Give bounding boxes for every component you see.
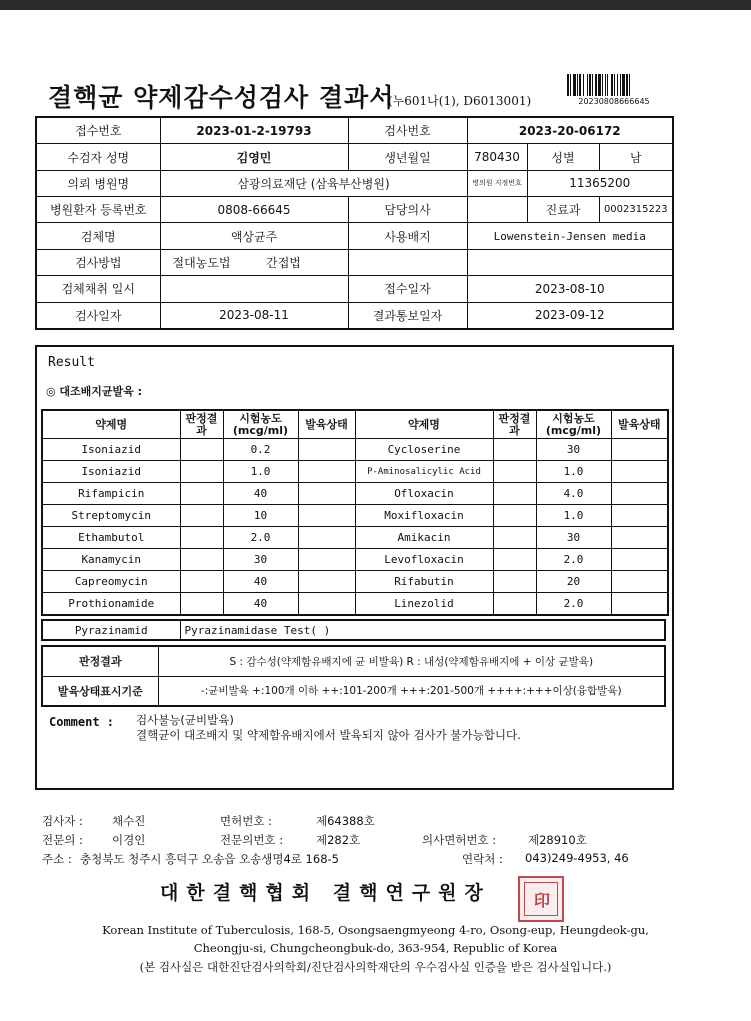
comment-line-2: 결핵균이 대조배지 및 약제함유배지에서 발육되지 않아 검사가 불가능합니다. <box>136 728 521 742</box>
drug-name: Moxifloxacin <box>355 505 493 527</box>
collect-date <box>160 276 348 302</box>
drug-judgment <box>493 593 536 616</box>
test-date: 2023-08-11 <box>160 302 348 329</box>
drug-growth <box>611 549 668 571</box>
drug-judgment <box>493 483 536 505</box>
method-value <box>160 249 348 275</box>
drug-conc: 30 <box>536 527 611 549</box>
collect-date-label: 검체채취 일시 <box>36 276 160 302</box>
growth-legend-text: -:균비발육 +:100개 이하 ++:101-200개 +++:201-500개 ++++:+++이상(융합발육) <box>158 676 665 706</box>
drug-conc: 0.2 <box>223 439 298 461</box>
drug-name: Kanamycin <box>42 549 180 571</box>
hospital-label: 의뢰 병원명 <box>36 170 160 196</box>
patient-reg-label: 병원환자 등록번호 <box>36 197 160 223</box>
table-row <box>42 483 668 505</box>
specimen-label: 검체명 <box>36 223 160 249</box>
header-growth: 발육상태 <box>298 410 355 439</box>
method-blank <box>348 249 467 275</box>
drug-growth <box>298 505 355 527</box>
comment-label: Comment : <box>49 715 115 729</box>
birth-label: 생년월일 <box>348 144 467 170</box>
drug-growth <box>611 527 668 549</box>
barcode <box>567 74 661 96</box>
examiner-label: 검사자 : <box>42 814 83 828</box>
drug-conc: 2.0 <box>536 593 611 616</box>
report-title: 결핵균 약제감수성검사 결과서 <box>48 83 395 112</box>
header-drug: 약제명 <box>42 410 180 439</box>
license-label: 면허번호 : <box>220 814 272 828</box>
table-row <box>42 461 668 483</box>
test-no-label: 검사번호 <box>348 117 467 144</box>
examiner-name: 채수진 <box>112 814 146 828</box>
contact: 043)249-4953, 46 <box>525 851 629 865</box>
sex: 남 <box>599 144 673 170</box>
name-label: 수검자 성명 <box>36 144 160 170</box>
dept-label: 진료과 <box>527 197 599 223</box>
doctor-name <box>467 197 527 223</box>
doctor-label: 담당의사 <box>348 197 467 223</box>
drug-judgment <box>180 505 223 527</box>
specialist-label: 전문의 : <box>42 833 83 847</box>
dept-value: 0002315223 <box>599 197 673 223</box>
drug-conc: 2.0 <box>536 549 611 571</box>
drug-growth <box>298 549 355 571</box>
contact-label: 연락처 : <box>462 852 503 866</box>
comment-line-1: 검사불능(균비발육) <box>136 713 234 727</box>
top-bar <box>0 0 751 10</box>
drug-name: Cycloserine <box>355 439 493 461</box>
specimen-value: 액상균주 <box>160 223 348 249</box>
table-row <box>42 527 668 549</box>
drug-judgment <box>180 483 223 505</box>
specialist-name: 이경인 <box>112 833 146 847</box>
medium-label: 사용배지 <box>348 223 467 249</box>
drug-conc: 1.0 <box>223 461 298 483</box>
patient-info-table <box>35 116 674 330</box>
drug-conc: 40 <box>223 593 298 616</box>
drug-judgment <box>493 505 536 527</box>
doctor-license-no: 제28910호 <box>528 833 587 847</box>
license-no: 제64388호 <box>316 814 375 828</box>
control-growth-label: ◎ 대조배지균발육 : <box>46 385 143 398</box>
english-address-line-2: Cheongju-si, Chungcheongbuk-do, 363-954, Republic of Korea <box>193 941 558 955</box>
drug-name: Capreomycin <box>42 571 180 593</box>
pza-name: Pyrazinamid <box>42 620 180 640</box>
inst-no: 11365200 <box>527 170 673 196</box>
legend-table <box>41 645 666 707</box>
judgment-legend-text: S : 감수성(약제함유배지에 균 비발육) R : 내성(약제함유배지에 + 이상 균발육) <box>158 646 665 676</box>
doctor-license-label: 의사면허번호 : <box>422 833 497 847</box>
drug-judgment <box>493 571 536 593</box>
english-address-line-1: Korean Institute of Tuberculosis, 168-5, Osongsaengmyeong 4-ro, Osong-eup, Heungdeok-gu, <box>102 923 649 937</box>
method-absolute: 절대농도법 <box>172 255 231 270</box>
drug-judgment <box>180 461 223 483</box>
method-label: 검사방법 <box>36 249 160 275</box>
patient-name: 김영민 <box>160 144 348 170</box>
drug-name: Prothionamide <box>42 593 180 616</box>
address-label: 주소 : <box>42 852 72 866</box>
drug-growth <box>611 439 668 461</box>
birth-date: 780430 <box>467 144 527 170</box>
method-indirect: 간접법 <box>266 255 301 270</box>
pyrazinamide-row <box>41 619 666 641</box>
drug-growth <box>298 593 355 616</box>
report-date-label: 결과통보일자 <box>348 302 467 329</box>
receipt-no-label: 접수번호 <box>36 117 160 144</box>
receipt-no: 2023-01-2-19793 <box>160 117 348 144</box>
drug-judgment <box>180 593 223 616</box>
drug-susceptibility-table <box>41 409 669 616</box>
drug-name: Streptomycin <box>42 505 180 527</box>
table-row <box>42 593 668 616</box>
header-judgment-2: 판정결과 <box>493 410 536 439</box>
drug-growth <box>298 439 355 461</box>
drug-conc: 1.0 <box>536 505 611 527</box>
drug-growth <box>298 571 355 593</box>
drug-conc: 30 <box>536 439 611 461</box>
drug-judgment <box>493 461 536 483</box>
header-conc-2: 시험농도(mcg/ml) <box>536 410 611 439</box>
seal-character: 印 <box>534 891 551 910</box>
drug-conc: 10 <box>223 505 298 527</box>
drug-name: Rifabutin <box>355 571 493 593</box>
judgment-legend-label: 판정결과 <box>42 646 158 676</box>
drug-name: Isoniazid <box>42 461 180 483</box>
drug-name: Ofloxacin <box>355 483 493 505</box>
inst-no-label: 병의원 지정번호 <box>467 170 527 196</box>
drug-name: P-Aminosalicylic Acid <box>355 461 493 483</box>
drug-judgment <box>493 549 536 571</box>
drug-conc: 40 <box>223 571 298 593</box>
drug-judgment <box>180 439 223 461</box>
header-growth-2: 발육상태 <box>611 410 668 439</box>
drug-conc: 4.0 <box>536 483 611 505</box>
table-row <box>42 439 668 461</box>
table-row <box>42 505 668 527</box>
drug-name: Levofloxacin <box>355 549 493 571</box>
drug-judgment <box>180 571 223 593</box>
drug-growth <box>611 461 668 483</box>
receive-date-label: 접수일자 <box>348 276 467 302</box>
drug-conc: 40 <box>223 483 298 505</box>
certification-note: (본 검사실은 대한진단검사의학회/진단검사의학재단의 우수검사실 인증을 받은 검사실입니다.) <box>139 960 612 974</box>
address: 충청북도 청주시 흥덕구 오송읍 오송생명4로 168-5 <box>80 852 339 866</box>
hospital-name: 삼광의료재단 (삼육부산병원) <box>160 170 467 196</box>
receive-date: 2023-08-10 <box>467 276 673 302</box>
drug-growth <box>611 571 668 593</box>
test-no: 2023-20-06172 <box>467 117 673 144</box>
medium-value: Lowenstein-Jensen media <box>467 223 673 249</box>
drug-name: Rifampicin <box>42 483 180 505</box>
drug-conc: 2.0 <box>223 527 298 549</box>
header-judgment: 판정결과 <box>180 410 223 439</box>
drug-name: Linezolid <box>355 593 493 616</box>
report-date: 2023-09-12 <box>467 302 673 329</box>
test-date-label: 검사일자 <box>36 302 160 329</box>
organization-name: 대한결핵협회 결핵연구원장 <box>160 882 491 904</box>
drug-judgment <box>180 549 223 571</box>
drug-name: Ethambutol <box>42 527 180 549</box>
sex-label: 성별 <box>527 144 599 170</box>
drug-conc: 20 <box>536 571 611 593</box>
patient-reg-no: 0808-66645 <box>160 197 348 223</box>
drug-name: Isoniazid <box>42 439 180 461</box>
growth-legend-label: 발육상태표시기준 <box>42 676 158 706</box>
header-drug-2: 약제명 <box>355 410 493 439</box>
drug-judgment <box>493 527 536 549</box>
specialist-no-label: 전문의번호 : <box>220 833 284 847</box>
drug-conc: 1.0 <box>536 461 611 483</box>
drug-conc: 30 <box>223 549 298 571</box>
drug-growth <box>298 527 355 549</box>
specialist-no: 제282호 <box>316 833 361 847</box>
barcode-number: 20230808666645 <box>578 97 650 106</box>
table-row <box>42 549 668 571</box>
method-blank-2 <box>467 249 673 275</box>
official-seal-stamp <box>518 876 564 922</box>
drug-judgment <box>493 439 536 461</box>
header-conc: 시험농도(mcg/ml) <box>223 410 298 439</box>
drug-growth <box>611 593 668 616</box>
pza-test: Pyrazinamidase Test( ) <box>180 620 665 640</box>
drug-name: Amikacin <box>355 527 493 549</box>
drug-growth <box>298 483 355 505</box>
result-label: Result <box>48 355 95 370</box>
table-row <box>42 571 668 593</box>
report-code: (누601나(1), D6013001) <box>388 94 532 108</box>
drug-growth <box>298 461 355 483</box>
drug-growth <box>611 505 668 527</box>
drug-growth <box>611 483 668 505</box>
drug-judgment <box>180 527 223 549</box>
